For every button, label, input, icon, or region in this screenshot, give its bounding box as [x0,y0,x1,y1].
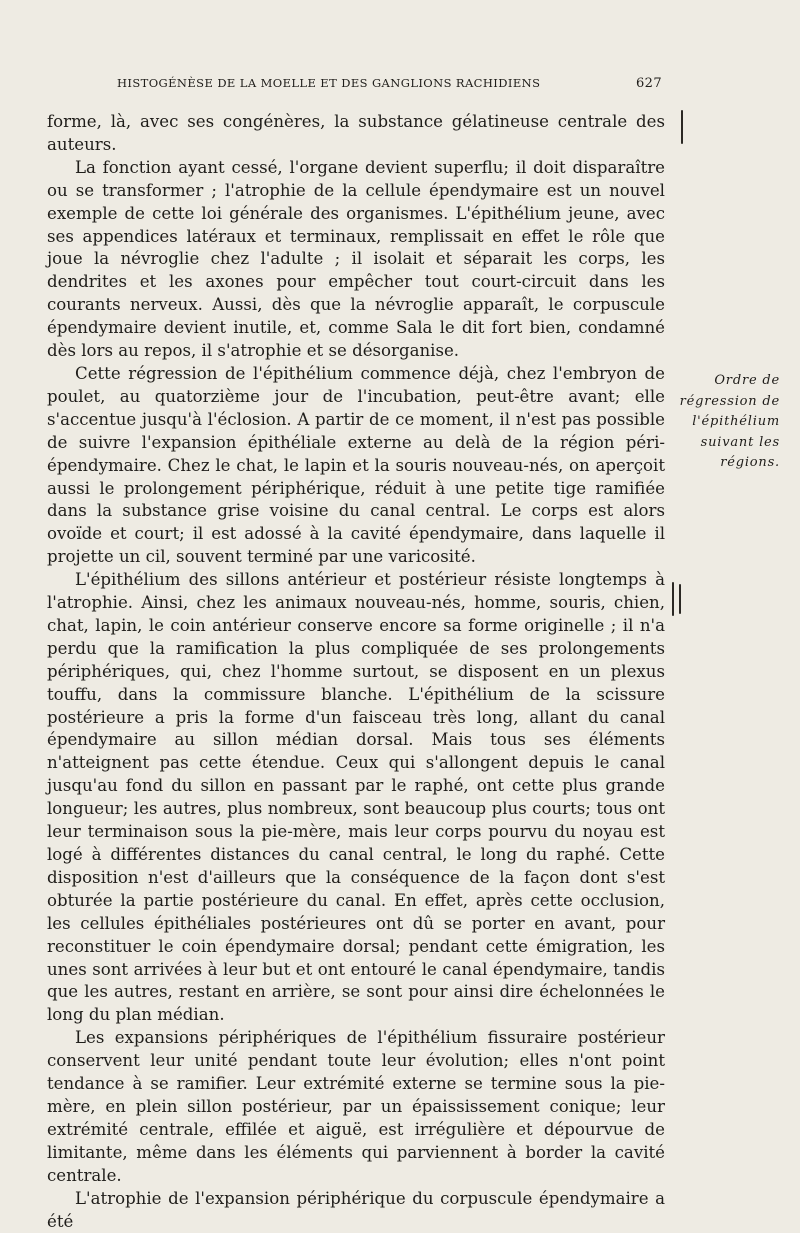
paragraph-5: Les expansions périphériques de l'épithélium fissuraire postérieur conservent leur unité pendant toute leur évolution; elles n'ont point tendance à se ramifier. Leur extrémité externe se termine sous la pie-mère, en plein sillon postérieur, par un épaississement conique; leur extrémité centrale, effilée et aiguë, est irrégulière et dépourvue de limitante, même dans les éléments qui parviennent à border la cavité centrale. [47,1028,665,1185]
margin-line-mark [672,582,674,616]
paragraph-6: L'atrophie de l'expansion périphérique du corpuscule épendymaire a été [47,1188,665,1231]
running-title: HISTOGÉNÈSE DE LA MOELLE ET DES GANGLIONS RACHIDIENS [117,76,541,90]
paragraph-1: forme, là, avec ses congénères, la substance gélatineuse centrale des auteurs. [47,112,665,154]
margin-line-mark [679,584,681,614]
margin-note: Ordre de régression de l'épithélium suivant les régions. [679,373,780,470]
page-number: 627 [635,76,662,91]
body-text [47,111,665,1233]
paragraph-4: L'épithélium des sillons antérieur et postérieur résiste longtemps à l'atrophie. Ainsi, chez les animaux nouveau-nés, homme, souris, chien, chat, lapin, le coin antérieur conserve encore sa forme originelle ; il n'a perdu que la ramification la plus compliquée de ses prolongements périphériques, qui, chez l'homme surtout, se disposent en un plexus touffu, dans la commissure blanche. L'épithélium de la scissure postérieure a pris la forme d'un faisceau très long, allant du canal épendymaire au sillon médian dorsal. Mais tous ses éléments n'atteignent pas cette étendue. Ceux qui s'allongent depuis le canal jusqu'au fond du sillon en passant par le raphé, ont cette plus grande longueur; les autres, plus nombreux, sont beaucoup plus courts; tous ont leur terminaison sous la pie-mère, mais leur corps pourvu du noyau est logé à différentes distances du canal central, le long du raphé. Cette disposition n'est d'ailleurs que la conséquence de la façon dont s'est obturée la partie postérieure du canal. En effet, après cette occlusion, les cellules épithéliales postérieures ont dû se porter en avant, pour reconstituer le coin épendymaire dorsal; pendant cette émigration, les unes sont arrivées à leur but et ont entouré le canal épendymaire, tandis que les autres, restant en arrière, se sont pour ainsi dire échelonnées le long du plan médian. [47,570,665,1025]
paragraph-3: Cette régression de l'épithélium commence déjà, chez l'embryon de poulet, au quatorzième jour de l'incubation, peut-être avant; elle s'accentue jusqu'à l'éclosion. A partir de ce moment, il n'est pas possible de suivre l'expansion épithéliale externe au delà de la région péri-épendymaire. Chez le chat, le lapin et la souris nouveau-nés, on aperçoit aussi le prolongement périphérique, réduit à une petite tige ramifiée dans la substance grise voisine du canal central. Le corps est alors ovoïde et court; il est adossé à la cavité épendymaire, dans laquelle il projette un cil, souvent terminé par une varicosité. [47,363,665,567]
margin-line-mark [681,110,683,144]
paragraph-2: La fonction ayant cessé, l'organe devient superflu; il doit disparaître ou se transformer ; l'atrophie de la cellule épendymaire est un nouvel exemple de cette loi générale des organismes. L'épithélium jeune, avec ses appendices latéraux et terminaux, remplissait en effet le rôle que joue la névroglie chez l'adulte ; il isolait et séparait les corps, les dendrites et les axones pour empêcher tout court-circuit dans les courants nerveux. Aussi, dès que la névroglie apparaît, le corpuscule épendymaire devient inutile, et, comme Sala le dit fort bien, condamné dès lors au repos, il s'atrophie et se désorganise. [47,157,665,361]
